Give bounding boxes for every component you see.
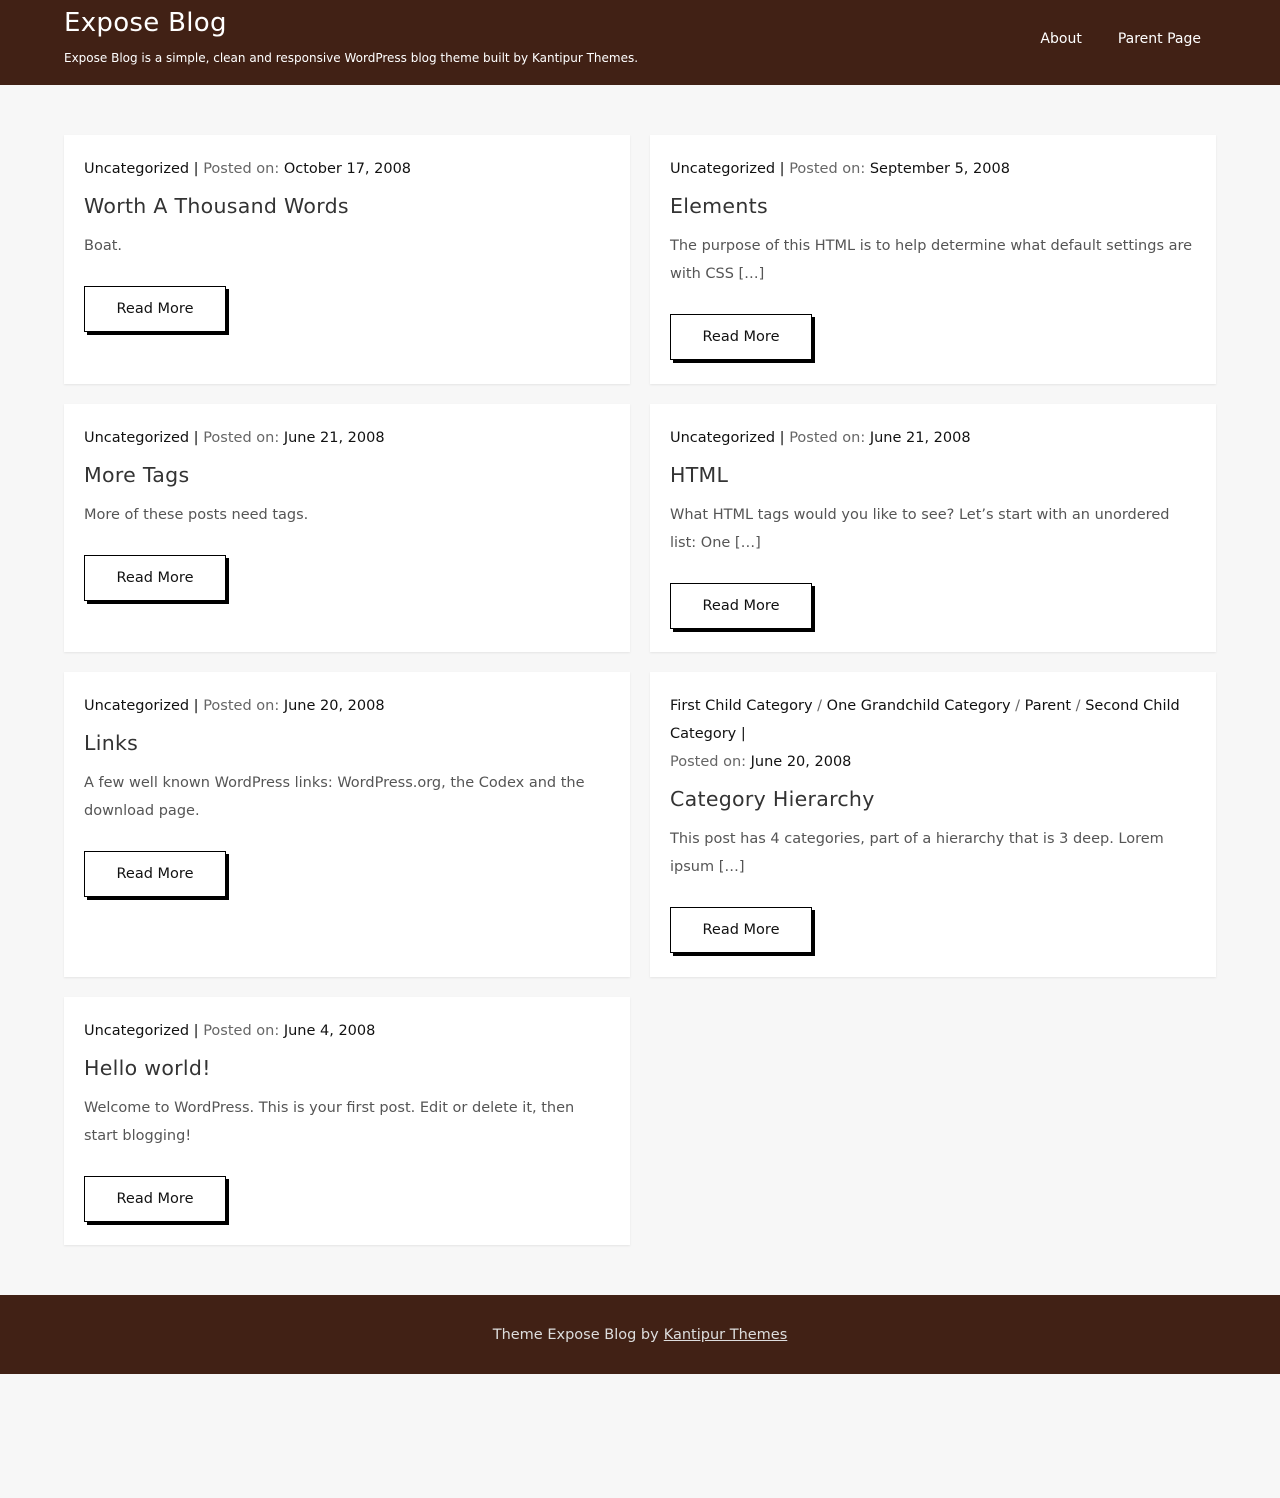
post-title[interactable]: Elements [670,194,768,218]
read-more-button[interactable]: Read More [84,555,226,601]
post-title[interactable]: More Tags [84,463,190,487]
post-title[interactable]: Worth A Thousand Words [84,194,349,218]
post-meta: Uncategorized | Posted on: June 4, 2008 [84,1023,376,1039]
post-card [64,997,630,1245]
read-more-button[interactable]: Read More [670,907,812,953]
post-card [650,135,1216,384]
post-date[interactable]: June 4, 2008 [283,1023,376,1039]
read-more-button[interactable]: Read More [84,286,226,332]
post-card [64,404,630,652]
posted-on-label: Posted on: [789,161,866,177]
post-meta: First Child Category / One Grandchild Category / Parent / Second Child Category | Posted on: June 20, 2008 [670,698,1180,770]
category-link[interactable]: Uncategorized [84,161,190,177]
site-header [0,0,1280,85]
post-meta: Uncategorized | Posted on: June 20, 2008 [84,698,385,714]
post-date[interactable]: June 21, 2008 [869,430,971,446]
site-footer [0,1295,1280,1374]
footer-text: Theme Expose Blog by [492,1326,659,1343]
posted-on-label: Posted on: [203,161,280,177]
post-title[interactable]: HTML [670,463,729,487]
post-date[interactable]: September 5, 2008 [869,161,1010,177]
post-date[interactable]: June 20, 2008 [283,698,385,714]
category-link[interactable]: Uncategorized [670,161,776,177]
post-date[interactable]: June 20, 2008 [750,754,852,770]
nav-item-parent-page[interactable]: Parent Page [1117,31,1201,47]
post-excerpt: A few well known WordPress links: WordPress.org, the Codex and the download page. [84,775,585,819]
read-more-button[interactable]: Read More [670,583,812,629]
category-link[interactable]: Uncategorized [84,430,190,446]
post-excerpt: What HTML tags would you like to see? Let’s start with an unordered list: One […] [670,507,1170,551]
post-title[interactable]: Category Hierarchy [670,787,875,811]
posted-on-label: Posted on: [670,754,747,770]
footer-link[interactable]: Kantipur Themes [663,1326,788,1343]
post-excerpt: This post has 4 categories, part of a hierarchy that is 3 deep. Lorem ipsum […] [670,831,1164,875]
category-link[interactable]: Uncategorized [84,1023,190,1039]
site-title[interactable]: Expose Blog [64,8,227,38]
posted-on-label: Posted on: [203,698,280,714]
posted-on-label: Posted on: [203,1023,280,1039]
post-meta: Uncategorized | Posted on: June 21, 2008 [84,430,385,446]
post-meta: Uncategorized | Posted on: June 21, 2008 [670,430,971,446]
post-meta: Uncategorized | Posted on: October 17, 2008 [84,161,412,177]
nav-item-about[interactable]: About [1040,31,1082,47]
post-card [64,135,630,384]
category-link[interactable]: Uncategorized [670,430,776,446]
posted-on-label: Posted on: [203,430,280,446]
category-link[interactable]: One Grandchild Category [826,698,1011,714]
post-excerpt: The purpose of this HTML is to help determine what default settings are with CSS […] [670,238,1193,282]
post-excerpt: Welcome to WordPress. This is your first post. Edit or delete it, then start blogging! [84,1100,575,1144]
read-more-button[interactable]: Read More [670,314,812,360]
category-link[interactable]: First Child Category [670,698,813,714]
category-link[interactable]: Second Child Category [670,698,1180,742]
post-meta: Uncategorized | Posted on: September 5, 2008 [670,161,1010,177]
post-title[interactable]: Links [84,731,139,755]
post-date[interactable]: June 21, 2008 [283,430,385,446]
post-title[interactable]: Hello world! [84,1056,211,1080]
post-excerpt: More of these posts need tags. [84,507,309,523]
post-card [650,672,1216,977]
post-date[interactable]: October 17, 2008 [283,161,412,177]
read-more-button[interactable]: Read More [84,851,226,897]
category-link[interactable]: Uncategorized [84,698,190,714]
post-card [650,404,1216,652]
post-card [64,672,630,977]
category-link[interactable]: Parent [1024,698,1072,714]
read-more-button[interactable]: Read More [84,1176,226,1222]
main-nav [1040,31,1201,47]
site-tagline: Expose Blog is a simple, clean and responsive WordPress blog theme built by Kantipur Themes. [64,51,639,65]
posted-on-label: Posted on: [789,430,866,446]
post-excerpt: Boat. [84,238,122,254]
